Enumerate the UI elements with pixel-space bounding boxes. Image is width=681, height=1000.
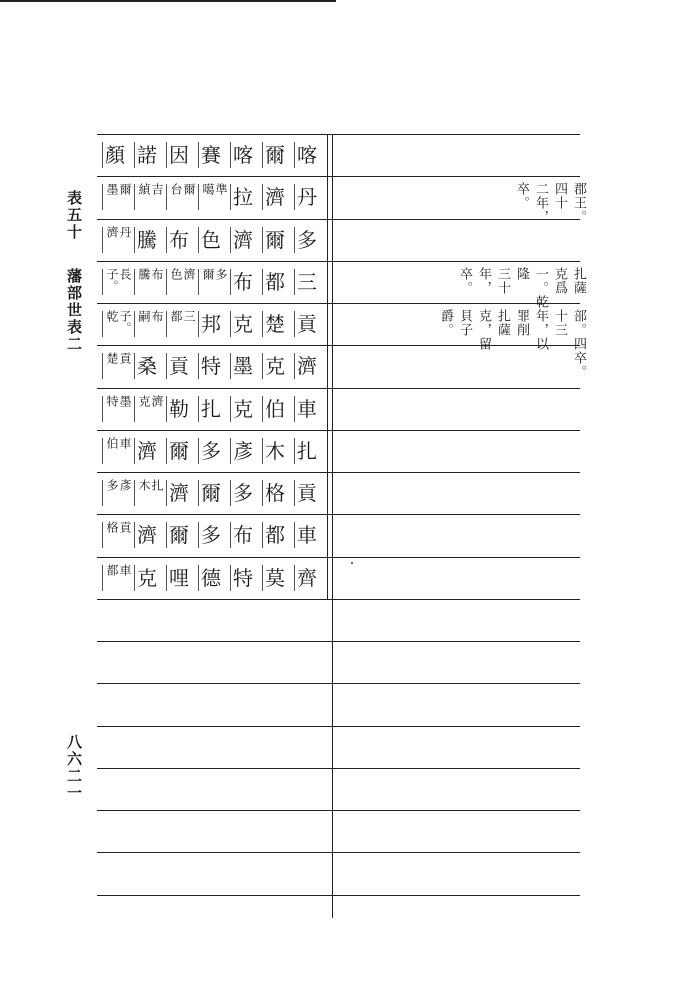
annotation-text: 克爲 bbox=[552, 266, 567, 295]
name-char: 貢 bbox=[297, 481, 317, 505]
annotation-text: 部。四 bbox=[571, 309, 586, 351]
small-note: 貢 bbox=[118, 352, 132, 365]
section-label: 表五十 bbox=[65, 190, 83, 241]
cell-guide bbox=[230, 396, 231, 422]
small-note: 色 bbox=[169, 267, 183, 280]
name-char: 墨 bbox=[233, 354, 253, 379]
cell-guide bbox=[198, 269, 199, 295]
annotation-text: 罪削 bbox=[514, 309, 529, 337]
row-rule bbox=[97, 726, 580, 727]
name-char: 濟 bbox=[137, 438, 157, 463]
cell-guide bbox=[294, 565, 295, 591]
cell-guide bbox=[198, 227, 199, 253]
annotation-text: 年， bbox=[476, 266, 491, 295]
annotation-text: 三十 bbox=[495, 266, 510, 295]
annotation-text: 爵。 bbox=[438, 309, 453, 337]
small-note: 扎 bbox=[150, 479, 164, 491]
small-note: 多 bbox=[214, 267, 228, 280]
name-char: 喀 bbox=[233, 143, 253, 167]
name-char: 濟 bbox=[297, 354, 317, 379]
annotation-text: 二年， bbox=[533, 182, 548, 225]
name-char: 爾 bbox=[169, 438, 189, 463]
small-note: 濟 bbox=[105, 225, 119, 238]
name-char: 丹 bbox=[297, 185, 317, 210]
small-note: 都 bbox=[169, 310, 183, 322]
name-char: 貢 bbox=[297, 312, 317, 336]
name-char: 多 bbox=[201, 523, 221, 548]
annotation-text: 卒。 bbox=[571, 351, 586, 380]
name-char: 布 bbox=[169, 227, 189, 252]
cell-guide bbox=[102, 184, 103, 210]
cell-guide bbox=[134, 396, 135, 422]
name-char: 濟 bbox=[169, 481, 189, 505]
annotation-text: 郡王。 bbox=[571, 182, 586, 225]
annotation-text: 扎薩 bbox=[495, 309, 510, 337]
row-rule bbox=[97, 388, 580, 389]
annotation-text: 四十 bbox=[552, 182, 567, 211]
name-char: 賽 bbox=[201, 143, 221, 167]
small-note: 三 bbox=[182, 310, 196, 322]
small-note: 丹 bbox=[118, 225, 132, 238]
cell-guide bbox=[134, 565, 135, 591]
cell-guide bbox=[166, 522, 167, 548]
name-char: 多 bbox=[297, 227, 317, 252]
cell-guide bbox=[198, 565, 199, 591]
cell-guide bbox=[230, 269, 231, 295]
name-char: 拉 bbox=[233, 185, 253, 210]
cell-guide bbox=[102, 438, 103, 464]
name-char: 扎 bbox=[297, 438, 317, 463]
small-note: 濟 bbox=[182, 267, 196, 280]
name-char: 克 bbox=[137, 565, 157, 590]
cell-guide bbox=[134, 480, 135, 506]
cell-guide bbox=[166, 142, 167, 168]
name-char: 特 bbox=[233, 565, 253, 590]
small-note: 爾 bbox=[201, 267, 215, 280]
cell-guide bbox=[262, 480, 263, 506]
cell-guide bbox=[166, 480, 167, 506]
name-char: 桑 bbox=[137, 354, 157, 379]
row-rule bbox=[97, 430, 580, 431]
name-char: 騰 bbox=[137, 227, 157, 252]
small-note: 騰 bbox=[137, 267, 151, 280]
cell-guide bbox=[134, 438, 135, 464]
name-char: 特 bbox=[201, 354, 221, 379]
cell-guide bbox=[262, 438, 263, 464]
cell-guide bbox=[102, 522, 103, 548]
small-note: 都 bbox=[105, 563, 119, 576]
small-note: 長 bbox=[118, 267, 132, 280]
cell-guide bbox=[198, 142, 199, 168]
small-note: 爾 bbox=[118, 183, 132, 196]
cell-guide bbox=[198, 353, 199, 379]
name-char: 爾 bbox=[265, 227, 285, 252]
column-divider bbox=[332, 134, 333, 918]
name-char: 德 bbox=[201, 565, 221, 590]
name-char: 車 bbox=[297, 523, 317, 548]
cell-guide bbox=[134, 269, 135, 295]
row-rule bbox=[97, 219, 580, 220]
row-rule bbox=[97, 557, 580, 558]
cell-guide bbox=[294, 522, 295, 548]
genealogy-table bbox=[97, 134, 586, 918]
cell-guide bbox=[134, 353, 135, 379]
cell-guide bbox=[134, 142, 135, 168]
row-rule bbox=[97, 768, 580, 769]
ink-speck bbox=[351, 562, 353, 564]
cell-guide bbox=[262, 396, 263, 422]
name-char: 濟 bbox=[233, 227, 253, 252]
cell-guide bbox=[102, 565, 103, 591]
row-rule bbox=[97, 472, 580, 473]
name-char: 諾 bbox=[137, 143, 157, 167]
name-char: 彥 bbox=[233, 438, 253, 463]
row-rule bbox=[97, 683, 580, 684]
name-char: 濟 bbox=[265, 185, 285, 210]
name-char: 布 bbox=[233, 269, 253, 294]
name-char: 因 bbox=[169, 143, 189, 167]
small-note: 墨 bbox=[118, 394, 132, 407]
small-note: 車 bbox=[118, 563, 132, 576]
cell-guide bbox=[134, 184, 135, 210]
row-rule bbox=[97, 810, 580, 811]
small-note: 布 bbox=[150, 267, 164, 280]
cell-guide bbox=[102, 269, 103, 295]
cell-guide bbox=[262, 311, 263, 337]
small-note: 子。 bbox=[105, 267, 119, 292]
name-char: 多 bbox=[201, 438, 221, 463]
cell-guide bbox=[294, 353, 295, 379]
cell-guide bbox=[294, 269, 295, 295]
cell-guide bbox=[230, 184, 231, 210]
cell-guide bbox=[294, 438, 295, 464]
cell-guide bbox=[198, 311, 199, 337]
small-note: 子。 bbox=[118, 310, 132, 334]
row-rule bbox=[97, 895, 580, 896]
small-note: 準 bbox=[214, 183, 228, 196]
cell-guide bbox=[230, 311, 231, 337]
name-char: 克 bbox=[233, 396, 253, 421]
small-note: 車 bbox=[118, 436, 132, 449]
cell-guide bbox=[262, 142, 263, 168]
small-note: 木 bbox=[137, 479, 151, 491]
cell-guide bbox=[262, 227, 263, 253]
cell-guide bbox=[294, 184, 295, 210]
cell-guide bbox=[166, 353, 167, 379]
cell-guide bbox=[294, 480, 295, 506]
cell-guide bbox=[166, 227, 167, 253]
name-char: 楚 bbox=[265, 312, 285, 336]
row-rule bbox=[97, 134, 580, 135]
name-char: 車 bbox=[297, 396, 317, 421]
name-char: 布 bbox=[233, 523, 253, 548]
cell-guide bbox=[230, 353, 231, 379]
small-note: 多 bbox=[105, 479, 119, 491]
small-note: 吉 bbox=[150, 183, 164, 196]
row-rule bbox=[97, 599, 580, 600]
small-note: 濟 bbox=[150, 394, 164, 407]
cell-guide bbox=[102, 396, 103, 422]
row-rule bbox=[97, 261, 580, 262]
name-char: 格 bbox=[265, 481, 285, 505]
small-note: 彥 bbox=[118, 479, 132, 491]
cell-guide bbox=[230, 480, 231, 506]
cell-guide bbox=[166, 565, 167, 591]
top-rule bbox=[0, 0, 336, 2]
cell-guide bbox=[134, 522, 135, 548]
name-char: 爾 bbox=[265, 143, 285, 167]
name-char: 顏 bbox=[105, 143, 125, 167]
name-char: 克 bbox=[265, 354, 285, 379]
page-number: 八六二一 bbox=[65, 734, 83, 802]
name-char: 爾 bbox=[201, 481, 221, 505]
cell-guide bbox=[134, 311, 135, 337]
cell-guide bbox=[294, 227, 295, 253]
small-note: 墨 bbox=[105, 183, 119, 196]
row-rule bbox=[97, 176, 580, 177]
annotation-text: 貝子 bbox=[457, 309, 472, 337]
cell-guide bbox=[262, 565, 263, 591]
cell-guide bbox=[102, 480, 103, 506]
small-note: 乾 bbox=[105, 310, 119, 322]
cell-guide bbox=[262, 522, 263, 548]
row-rule bbox=[97, 852, 580, 853]
cell-guide bbox=[166, 438, 167, 464]
annotation-text: 隆 bbox=[514, 266, 529, 281]
name-char: 貢 bbox=[169, 354, 189, 379]
small-note: 特 bbox=[105, 394, 119, 407]
name-char: 邦 bbox=[201, 312, 221, 336]
annotation-text: 扎薩 bbox=[571, 266, 586, 295]
cell-guide bbox=[166, 184, 167, 210]
small-note: 爾 bbox=[182, 183, 196, 196]
small-note: 伯 bbox=[105, 436, 119, 449]
row-rule bbox=[97, 514, 580, 515]
row-rule bbox=[97, 641, 580, 642]
cell-guide bbox=[102, 311, 103, 337]
cell-guide bbox=[262, 353, 263, 379]
cell-guide bbox=[198, 396, 199, 422]
annotation-text: 一。乾 bbox=[533, 266, 548, 309]
name-char: 克 bbox=[233, 312, 253, 336]
cell-guide bbox=[262, 269, 263, 295]
name-char: 三 bbox=[297, 269, 317, 294]
annotation-text: 十三 bbox=[552, 309, 567, 337]
name-char: 齊 bbox=[297, 565, 317, 590]
cell-guide bbox=[134, 227, 135, 253]
name-char: 莫 bbox=[265, 565, 285, 590]
row-rule bbox=[97, 303, 580, 304]
small-note: 克 bbox=[137, 394, 151, 407]
name-char: 伯 bbox=[265, 396, 285, 421]
small-note: 布 bbox=[150, 310, 164, 322]
section-subtitle: 藩部世表二 bbox=[65, 268, 83, 353]
cell-guide bbox=[198, 480, 199, 506]
small-note: 噶 bbox=[201, 183, 215, 196]
small-note: 格 bbox=[105, 521, 119, 534]
cell-guide bbox=[166, 269, 167, 295]
cell-guide bbox=[262, 184, 263, 210]
name-char: 扎 bbox=[201, 396, 221, 421]
name-char: 勒 bbox=[169, 396, 189, 421]
cell-guide bbox=[294, 396, 295, 422]
cell-guide bbox=[166, 311, 167, 337]
name-char: 濟 bbox=[137, 523, 157, 548]
cell-guide bbox=[230, 142, 231, 168]
cell-guide bbox=[294, 142, 295, 168]
small-note: 嗣 bbox=[137, 310, 151, 322]
cell-guide bbox=[230, 522, 231, 548]
cell-guide bbox=[102, 142, 103, 168]
name-char: 都 bbox=[265, 523, 285, 548]
small-note: 台 bbox=[169, 183, 183, 196]
cell-guide bbox=[198, 438, 199, 464]
annotation-text: 卒。 bbox=[457, 266, 472, 295]
column-divider bbox=[327, 134, 328, 599]
name-char: 色 bbox=[201, 227, 221, 252]
cell-guide bbox=[230, 227, 231, 253]
cell-guide bbox=[294, 311, 295, 337]
name-char: 爾 bbox=[169, 523, 189, 548]
small-note: 楚 bbox=[105, 352, 119, 365]
annotation-text: 卒。 bbox=[514, 182, 529, 211]
name-char: 木 bbox=[265, 438, 285, 463]
name-char: 都 bbox=[265, 269, 285, 294]
small-note: 貢 bbox=[118, 521, 132, 534]
annotation-text: 克，留 bbox=[476, 309, 491, 351]
cell-guide bbox=[102, 227, 103, 253]
cell-guide bbox=[230, 438, 231, 464]
cell-guide bbox=[198, 522, 199, 548]
cell-guide bbox=[102, 353, 103, 379]
cell-guide bbox=[198, 184, 199, 210]
row-rule bbox=[97, 345, 580, 346]
cell-guide bbox=[166, 396, 167, 422]
annotation-text: 年，以 bbox=[533, 309, 548, 351]
name-char: 多 bbox=[233, 481, 253, 505]
cell-guide bbox=[230, 565, 231, 591]
small-note: 緽 bbox=[137, 183, 151, 196]
name-char: 喀 bbox=[297, 143, 317, 167]
name-char: 哩 bbox=[169, 565, 189, 590]
